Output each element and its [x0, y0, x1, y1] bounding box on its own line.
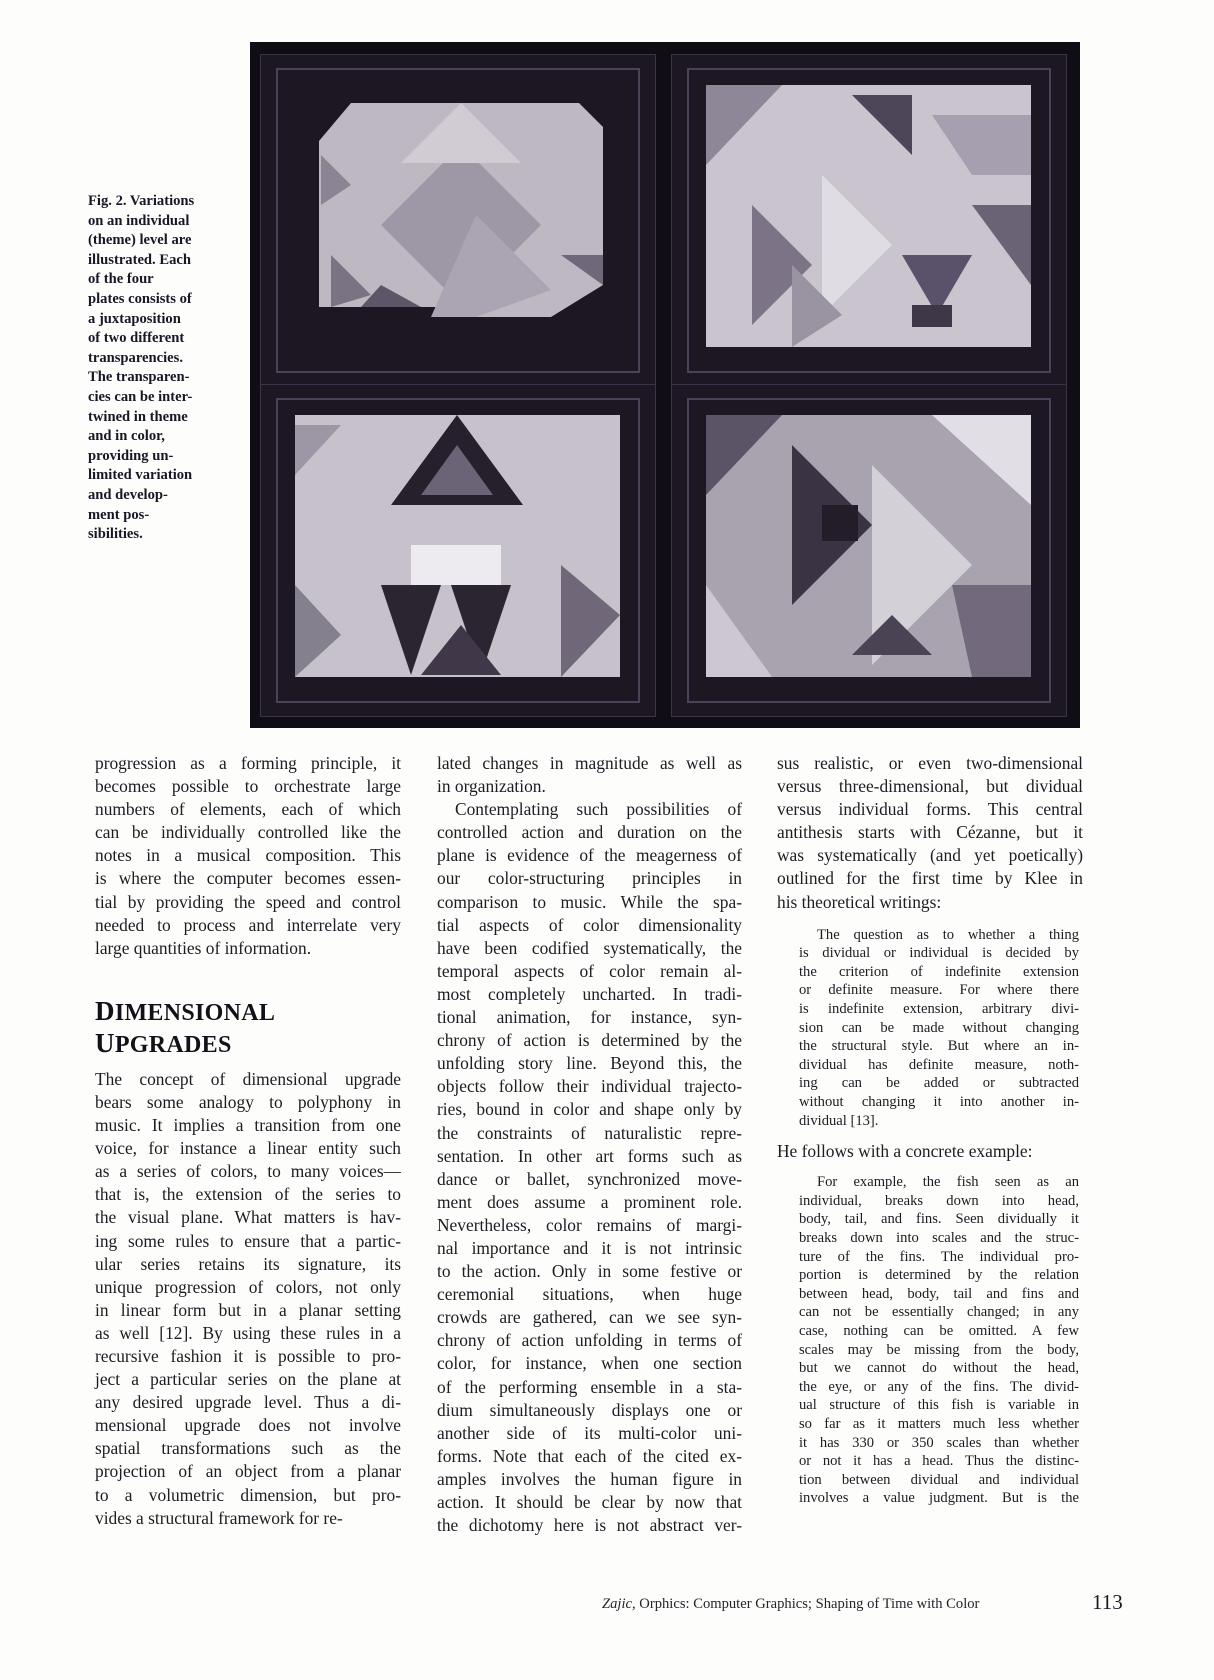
paragraph: [777, 1140, 1083, 1163]
text-line: mensional upgrade does not involve: [95, 1415, 401, 1436]
section-heading: [95, 996, 401, 1060]
paragraph: [95, 1068, 401, 1530]
footer-author: Zajic: [602, 1596, 632, 1612]
text-line: the eye, or any of the fins. The divid-: [799, 1378, 1079, 1395]
text-line: ular series retains its signature, its: [95, 1253, 401, 1274]
caption-line: of the four: [88, 271, 154, 288]
text-line: chrony of action is determined by the: [437, 1030, 742, 1051]
text-line: lated changes in magnitude as well as: [437, 753, 742, 773]
text-line: tial by providing the speed and control: [95, 891, 401, 912]
caption-line: on an individual: [88, 212, 190, 229]
text-line: The concept of dimensional upgrade: [95, 1068, 401, 1089]
text-line: crowds are gathered, can we see syn-: [437, 1307, 742, 1328]
caption-line: and develop-: [88, 486, 168, 503]
text-line: ual structure of this fish is variable in: [799, 1397, 1079, 1414]
paragraph: [777, 752, 1083, 914]
text-line: tional animation, for instance, syn-: [437, 1007, 742, 1028]
text-line: versus three-dimensional, but dividual: [777, 776, 1083, 797]
heading-text: IMENSIONAL: [114, 999, 276, 1026]
text-line: to a volumetric dimension, but pro-: [95, 1484, 401, 1505]
plate-bottom-left: [260, 384, 656, 717]
caption-line: (theme) level are: [88, 232, 192, 249]
column-1: [95, 752, 401, 1530]
text-line: sentation. In other art forms such as: [437, 1145, 742, 1166]
text-line: dividual has definite measure, noth-: [799, 1056, 1079, 1073]
text-line: He follows with a concrete example:: [777, 1141, 1033, 1162]
text-line: of the performing ensemble in a sta-: [437, 1376, 742, 1397]
text-line: dividual [13].: [799, 1112, 879, 1129]
paragraph: [95, 752, 401, 960]
caption-line: a juxtaposition: [88, 310, 181, 327]
text-line: in linear form but in a planar setting: [95, 1299, 401, 1320]
text-line: his theoretical writings:: [777, 891, 942, 912]
text-line: any desired upgrade level. Thus a di-: [95, 1392, 401, 1413]
plate-top-left: [260, 54, 656, 387]
text-line: outlined for the first time by Klee in: [777, 868, 1083, 889]
heading-initial: U: [95, 1027, 115, 1058]
text-line: tion between dividual and individual: [799, 1471, 1079, 1488]
caption-line: ment pos-: [88, 506, 150, 523]
text-line: the visual plane. What matters is hav-: [95, 1207, 401, 1228]
paragraph: [437, 798, 742, 1537]
text-line: objects follow their individual trajecto-: [437, 1076, 742, 1097]
text-line: color, for instance, when one section: [437, 1353, 742, 1374]
plate-top-right: [671, 54, 1067, 387]
text-line: vides a structural framework for re-: [95, 1507, 343, 1528]
caption-line: of two different: [88, 330, 185, 347]
paragraph: [437, 752, 742, 798]
running-footer: [602, 1596, 979, 1613]
column-3: [777, 752, 1083, 1508]
text-line: scales may be missing from the body,: [799, 1341, 1079, 1358]
caption-line: cies can be inter-: [88, 388, 193, 405]
figure-caption: [88, 192, 228, 545]
text-line: nal importance and it is not intrinsic: [437, 1237, 742, 1258]
block-quote: [799, 1173, 1079, 1508]
text-line: amples involves the human figure in: [437, 1468, 742, 1489]
text-line: as well [12]. By using these rules in a: [95, 1322, 401, 1343]
block-quote: [799, 926, 1079, 1131]
text-line: in organization.: [437, 776, 546, 797]
figure-2-photograph: [250, 42, 1080, 728]
caption-line: and in color,: [88, 428, 165, 445]
text-line: Nevertheless, color remains of margi-: [437, 1214, 742, 1235]
text-line: ing can be added or subtracted: [799, 1075, 1079, 1092]
text-line: antithesis starts with Cézanne, but it: [777, 822, 1083, 843]
caption-line: limited variation: [88, 467, 193, 484]
text-line: large quantities of information.: [95, 937, 312, 958]
text-line: can not be essentially changed; in any: [799, 1304, 1079, 1321]
text-line: portion is determined by the relation: [799, 1267, 1079, 1284]
text-line: numbers of elements, each of which: [95, 799, 401, 820]
text-line: becomes possible to orchestrate large: [95, 776, 401, 797]
heading-text: PGRADES: [114, 1031, 232, 1058]
text-line: versus individual forms. This central: [777, 799, 1083, 820]
text-line: plane is evidence of the meagerness of: [437, 845, 742, 866]
plate-bottom-right: [671, 384, 1067, 717]
text-line: involves a value judgment. But is the: [799, 1490, 1079, 1507]
page-number: 113: [1092, 1590, 1123, 1614]
text-line: individual, breaks down into head,: [799, 1192, 1079, 1209]
text-line: to the action. Only in some festive or: [437, 1261, 742, 1282]
text-line: ject a particular series on the plane at: [95, 1369, 401, 1390]
text-line: as a series of colors, to many voices—: [95, 1161, 401, 1182]
text-line: ries, bound in color and shape only by: [437, 1099, 742, 1120]
text-line: is where the computer becomes essen-: [95, 868, 401, 889]
text-line: the structural style. But where an in-: [799, 1038, 1079, 1055]
caption-line: transparencies.: [88, 349, 183, 366]
text-line: unique progression of colors, not only: [95, 1276, 401, 1297]
text-line: so far as it matters much less whether: [799, 1416, 1079, 1432]
text-line: breaks down into scales and the struc-: [799, 1230, 1079, 1247]
text-line: sion can be made without changing: [799, 1019, 1079, 1036]
text-line: For example, the fish seen as an: [817, 1174, 1079, 1191]
text-line: action. It should be clear by now that: [437, 1492, 742, 1512]
text-line: is indefinite extension, arbitrary divi-: [799, 1001, 1079, 1018]
text-line: between head, body, tail and fins and: [799, 1285, 1079, 1302]
text-line: needed to process and interrelate very: [95, 914, 401, 935]
text-line: but we cannot do without the head,: [799, 1360, 1079, 1377]
text-line: the criterion of indefinite extension: [799, 963, 1079, 980]
text-line: or definite measure. For where there: [799, 982, 1079, 999]
column-2: [437, 752, 742, 1537]
text-line: sus realistic, or even two-dimensional: [777, 753, 1083, 773]
text-line: can be individually controlled like the: [95, 822, 401, 843]
text-line: was systematically (and yet poetically): [777, 845, 1083, 866]
text-line: it has 330 or 350 scales than whether: [799, 1434, 1079, 1451]
text-line: most completely uncharted. In tradi-: [437, 983, 742, 1004]
heading-initial: D: [95, 995, 115, 1026]
text-line: spatial transformations such as the: [95, 1438, 401, 1459]
text-line: tial aspects of color dimensionality: [437, 914, 742, 935]
text-line: The question as to whether a thing: [817, 926, 1079, 943]
text-line: progression as a forming principle, it: [95, 753, 401, 773]
text-line: music. It implies a transition from one: [95, 1115, 401, 1136]
text-line: bears some analogy to polyphony in: [95, 1091, 401, 1112]
text-line: case, nothing can be omitted. A few: [799, 1323, 1079, 1340]
text-line: dium simultaneously displays one or: [437, 1399, 742, 1420]
text-line: unfolding story line. Beyond this, the: [437, 1053, 742, 1074]
text-line: is dividual or individual is decided by: [799, 945, 1079, 962]
footer-title: , Orphics: Computer Graphics; Shaping of Time with Color: [632, 1596, 980, 1612]
text-line: ing some rules to ensure that a partic-: [95, 1230, 401, 1251]
caption-line: sibilities.: [88, 526, 143, 543]
caption-line: illustrated. Each: [88, 251, 191, 268]
text-line: Contemplating such possibilities of: [455, 799, 742, 820]
text-line: voice, for instance a linear entity such: [95, 1138, 401, 1159]
text-line: our color-structuring principles in: [437, 868, 742, 889]
text-line: ceremonial situations, when huge: [437, 1284, 742, 1305]
text-line: notes in a musical composition. This: [95, 845, 401, 866]
text-line: chrony of action unfolding in terms of: [437, 1330, 742, 1351]
caption-line: The transparen-: [88, 369, 190, 386]
text-line: projection of an object from a planar: [95, 1461, 401, 1482]
text-line: ture of the fins. The individual pro-: [799, 1248, 1079, 1265]
text-line: another side of its multi-color uni-: [437, 1422, 742, 1443]
text-line: body, tail, and fins. Seen dividually it: [799, 1211, 1079, 1228]
text-line: comparison to music. While the spa-: [437, 891, 742, 912]
text-line: the constraints of naturalistic repre-: [437, 1122, 742, 1143]
text-line: or not it has a head. Thus the distinc-: [799, 1453, 1079, 1470]
text-line: forms. Note that each of the cited ex-: [437, 1445, 742, 1466]
text-line: recursive fashion it is possible to pro-: [95, 1345, 401, 1366]
text-line: have been codified systematically, the: [437, 937, 742, 958]
caption-line: Fig. 2. Variations: [88, 193, 195, 209]
text-line: ment does assume a prominent role.: [437, 1191, 742, 1212]
text-line: without changing it into another in-: [799, 1094, 1079, 1110]
caption-line: twined in theme: [88, 408, 188, 425]
caption-line: providing un-: [88, 447, 174, 464]
text-line: temporal aspects of color remain al-: [437, 960, 742, 981]
text-line: controlled action and duration on the: [437, 822, 742, 843]
caption-line: plates consists of: [88, 290, 192, 307]
text-line: the dichotomy here is not abstract ver-: [437, 1515, 742, 1536]
text-line: that is, the extension of the series to: [95, 1184, 401, 1205]
text-line: dance or ballet, synchronized move-: [437, 1168, 742, 1189]
